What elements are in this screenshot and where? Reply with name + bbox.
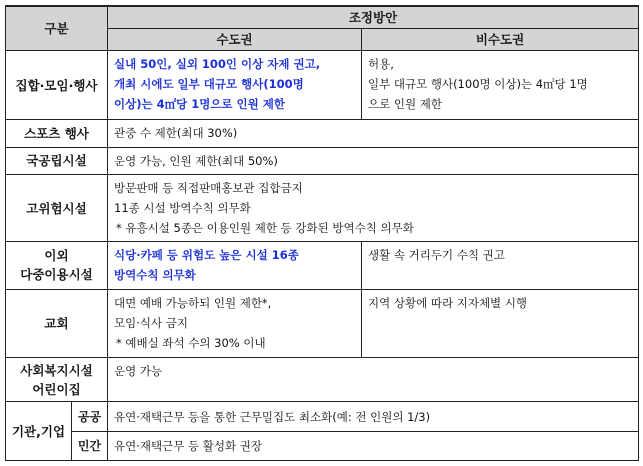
label-line: 다중이용시설 [20,267,93,283]
row-label-institutions: 기관,기업 [6,402,72,461]
gathering-noncapital-text [362,50,639,120]
label-line: 어린이집 [32,381,81,397]
text-line: 방역수칙 의무화 [114,268,196,283]
row-label-other-multiuse [6,242,108,289]
church-noncapital-text: 지역 상황에 따라 지자체별 시행 [362,289,639,358]
header-adjustment-plan: 조정방안 [108,6,639,28]
text-line: * 예배실 좌석 수의 30% 이내 [116,335,266,350]
text-line: 개최 시에도 일부 대규모 행사(100명 [114,76,304,91]
label-line: 사회복지시설 [20,362,93,378]
row-label-church: 교회 [6,289,108,358]
row-label-high-risk: 고위험시설 [6,174,108,242]
label-line: 이외 [44,248,69,264]
social-distancing-table [5,5,639,461]
row-label-welfare [6,358,108,402]
text-line: 이상)는 4㎡당 1명으로 인원 제한 [114,96,285,111]
text-line: 실내 50인, 실외 100인 이상 자제 권고, [114,56,321,71]
header-capital-area: 수도권 [108,28,362,50]
text-line: 일부 대규모 행사(100명 이상)는 4㎡당 1명 [368,76,588,91]
text-line: * 유흥시설 5종은 이용인원 제한 등 강화된 방역수칙 의무화 [116,220,414,235]
gathering-capital-text [108,50,362,120]
text-line: 모임·식사 금지 [114,315,188,330]
sub-label-private: 민간 [72,431,108,460]
institutions-public-text: 유연·재택근무 등을 통한 근무밀집도 최소화(예: 전 인원의 1/3) [108,402,639,431]
welfare-text: 운영 가능 [108,358,639,402]
other-multiuse-capital-text [108,242,362,289]
other-multiuse-noncapital-text: 생활 속 거리두기 수칙 권고 [362,242,639,289]
sub-label-public: 공공 [72,402,108,431]
institutions-private-text: 유연·재택근무 등 활성화 권장 [108,431,639,460]
text-line: 식당·카페 등 위험도 높은 시설 16종 [114,248,299,263]
row-label-national-facilities: 국공립시설 [6,147,108,174]
text-line: 으로 인원 제한 [368,96,442,111]
row-label-gathering: 집합·모임·행사 [6,50,108,120]
header-division: 구분 [6,6,108,50]
high-risk-text [108,174,639,242]
sports-text: 관중 수 제한(최대 30%) [108,120,639,147]
header-non-capital-area: 비수도권 [362,28,639,50]
text-line: 허용, [368,56,394,71]
church-capital-text [108,289,362,358]
national-facilities-text: 운영 가능, 인원 제한(최대 50%) [108,147,639,174]
text-line: 대면 예배 가능하되 인원 제한*, [114,295,272,310]
text-line: 11종 시설 방역수칙 의무화 [114,200,251,215]
text-line: 방문판매 등 직접판매홍보관 집합금지 [114,180,303,195]
row-label-sports: 스포츠 행사 [6,120,108,147]
